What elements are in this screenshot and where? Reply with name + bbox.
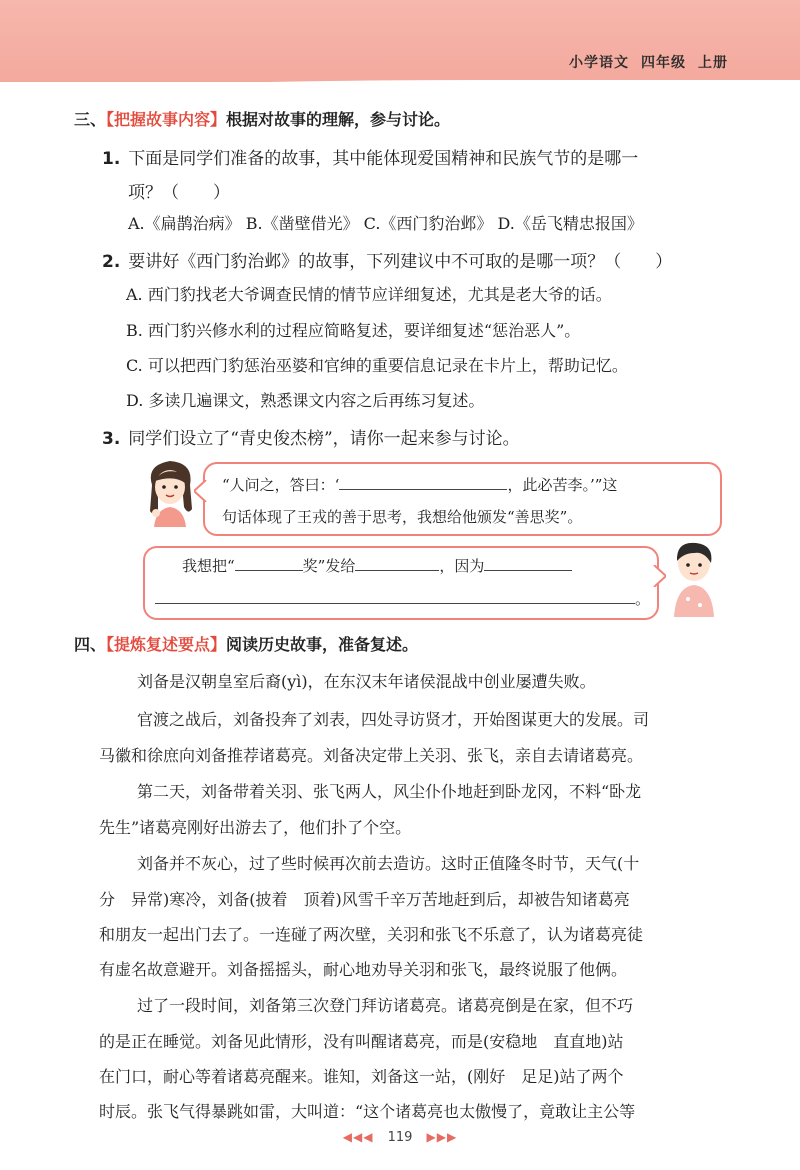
q2-option-b: B. 西门豹兴修水利的过程应简略复述，要详细复述“惩治恶人”。 <box>126 321 581 340</box>
story-line-11: 的是正在睡觉。刘备见此情形，没有叫醒诸葛亮，而是(安稳地 直直地)站 <box>99 1032 624 1051</box>
bubble1-part1: “人问之，答曰：‘ <box>222 476 340 494</box>
bubble1-line2: 句话体现了王戎的善于思考，我想给他颁发“善思奖”。 <box>222 508 583 526</box>
story-line-1: 刘备是汉朝皇室后裔(yì)，在东汉末年诸侯混战中创业屡遭失败。 <box>137 672 596 691</box>
q2-option-a: A. 西门豹找老大爷调查民情的情节应详细复述，尤其是老大爷的话。 <box>126 285 612 304</box>
bubble2-part3: ，因为 <box>439 557 485 575</box>
bubble-tail-left <box>194 480 208 502</box>
section3-heading <box>74 107 450 130</box>
q1-options: A.《扁鹊治病》 B.《凿壁借光》 C.《西门豹治邺》 D.《岳飞精忠报国》 <box>128 214 643 233</box>
answer-blank-reason-cont[interactable] <box>155 589 635 604</box>
q2-option-d: D. 多读几遍课文，熟悉课文内容之后再练习复述。 <box>126 391 485 410</box>
story-line-4: 第二天，刘备带着关羽、张飞两人，风尘仆仆地赶到卧龙冈，不料“卧龙 <box>137 782 642 801</box>
page-number: 119 <box>387 1130 413 1145</box>
prev-arrows-icon: ◀◀◀ <box>342 1130 374 1144</box>
story-line-2: 官渡之战后，刘备投奔了刘表，四处寻访贤才，开始图谋更大的发展。司 <box>137 710 650 729</box>
answer-blank-person[interactable] <box>355 556 439 571</box>
bubble2-part2: 奖”发给 <box>302 557 356 575</box>
bubble1-line1 <box>222 474 617 495</box>
story-line-5: 先生”诸葛亮刚好出游去了，他们扑了个空。 <box>99 818 412 837</box>
section3-prefix: 三、 <box>74 110 107 129</box>
section4-heading <box>74 632 418 655</box>
q2-text: 要讲好《西门豹治邺》的故事，下列建议中不可取的是哪一项？（ ） <box>128 252 673 272</box>
answer-blank-1[interactable] <box>339 475 507 490</box>
page-footer <box>0 1130 800 1145</box>
q3-number: 3. <box>102 429 121 449</box>
volume-label: 上册 <box>698 55 728 71</box>
bubble2-part1: 我想把“ <box>182 557 235 575</box>
q1-text: 下面是同学们准备的故事，其中能体现爱国精神和民族气节的是哪一 <box>128 149 639 169</box>
q2-number: 2. <box>102 252 121 272</box>
grade-label: 四年级 <box>641 55 686 71</box>
answer-blank-reason[interactable] <box>484 556 572 571</box>
story-line-9: 有虚名故意避开。刘备摇摇头，耐心地劝导关羽和张飞，最终说服了他俩。 <box>99 960 628 979</box>
bubble2-line2 <box>155 588 650 609</box>
section3-title: 根据对故事的理解，参与讨论。 <box>226 110 451 129</box>
story-line-7: 分 异常)寒冷，刘备(披着 顶着)风雪千辛万苦地赶到后，却被告知诸葛亮 <box>99 890 630 909</box>
next-arrows-icon: ▶▶▶ <box>426 1130 458 1144</box>
q2-option-c: C. 可以把西门豹惩治巫婆和官绅的重要信息记录在卡片上，帮助记忆。 <box>126 356 628 375</box>
story-line-3: 马徽和徐庶向刘备推荐诸葛亮。刘备决定带上关羽、张飞，亲自去请诸葛亮。 <box>99 746 644 765</box>
story-line-12: 在门口，耐心等着诸葛亮醒来。谁知，刘备这一站，(刚好 足足)站了两个 <box>99 1067 624 1086</box>
q3-text: 同学们设立了“青史俊杰榜”，请你一起来参与讨论。 <box>128 429 520 449</box>
subject-label: 小学语文 <box>569 55 629 71</box>
section4-tag: 【提炼复述要点】 <box>106 635 227 654</box>
section4-prefix: 四、 <box>74 635 107 654</box>
bubble2-line1 <box>182 555 572 576</box>
question-1 <box>102 144 638 169</box>
story-line-6: 刘备并不灰心，过了些时候再次前去造访。这时正值隆冬时节，天气(十 <box>137 854 640 873</box>
question-2 <box>102 247 672 272</box>
girl-illustration <box>138 455 202 527</box>
bubble2-end: 。 <box>635 590 651 608</box>
boy-illustration <box>664 535 724 617</box>
question-3 <box>102 424 520 449</box>
section3-tag: 【把握故事内容】 <box>106 110 227 129</box>
story-line-13: 时辰。张飞气得暴跳如雷，大叫道：“这个诸葛亮也太傲慢了，竟敢让主公等 <box>99 1102 636 1121</box>
q1-number: 1. <box>102 149 121 169</box>
book-info <box>557 52 728 72</box>
bubble1-part2: ，此必苦李。’”这 <box>507 476 618 494</box>
section4-title: 阅读历史故事，准备复述。 <box>226 635 419 654</box>
story-line-8: 和朋友一起出门去了。一连碰了两次壁，关羽和张飞不乐意了，认为诸葛亮徒 <box>99 925 644 944</box>
answer-blank-award[interactable] <box>235 556 303 571</box>
story-line-10: 过了一段时间，刘备第三次登门拜访诸葛亮。诸葛亮倒是在家，但不巧 <box>137 996 634 1015</box>
q1-text-line2: 项？（ ） <box>128 183 230 203</box>
